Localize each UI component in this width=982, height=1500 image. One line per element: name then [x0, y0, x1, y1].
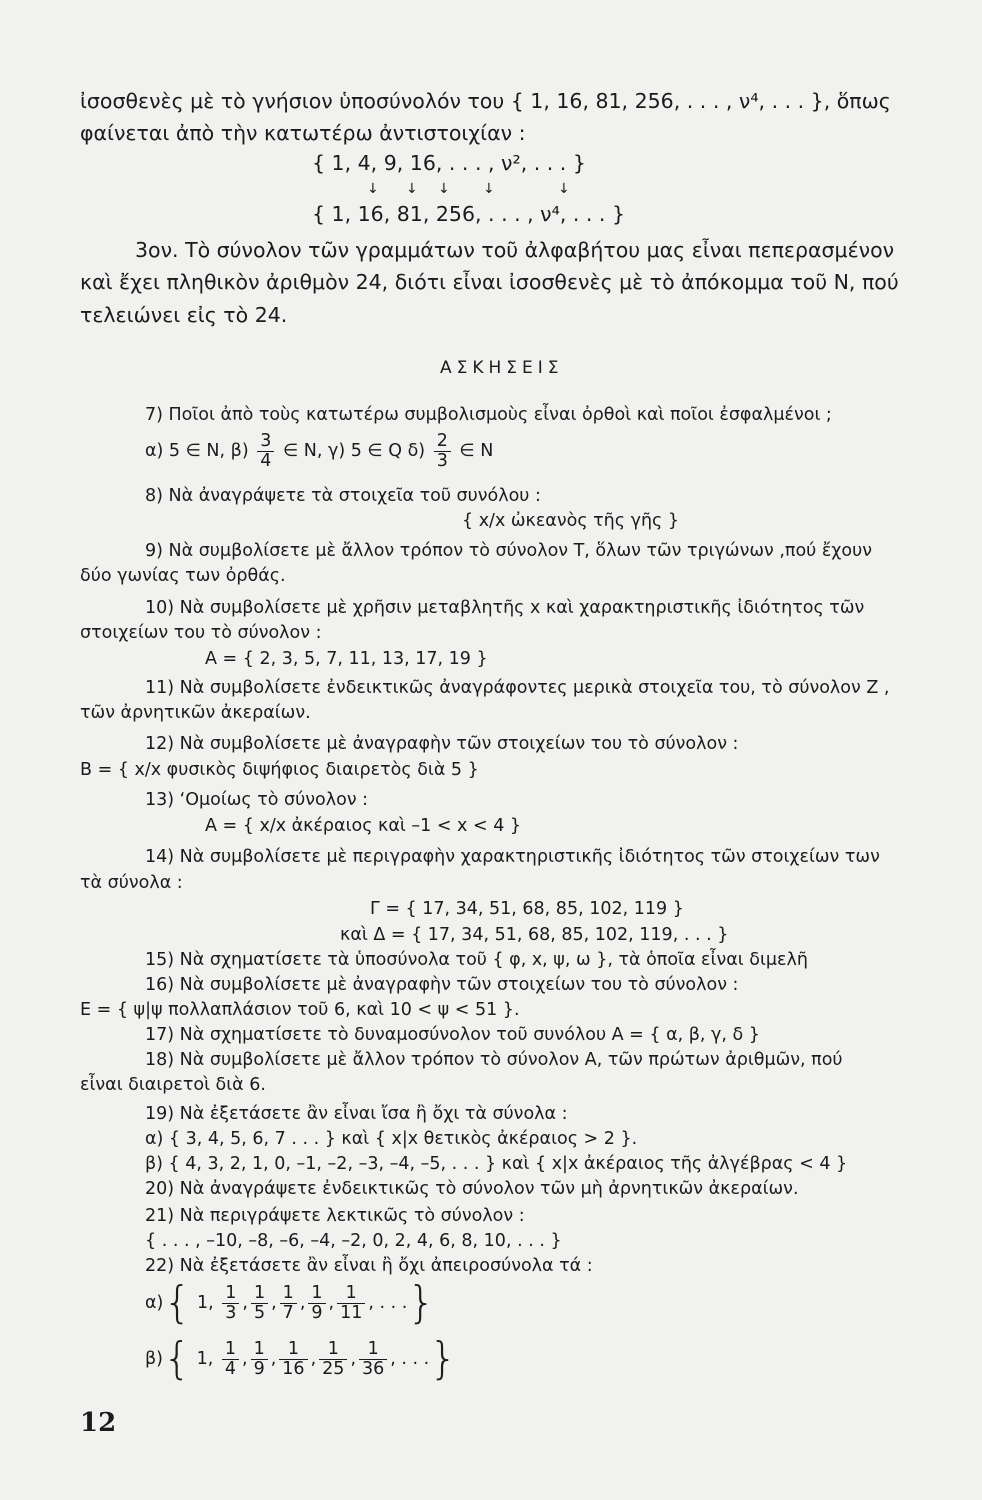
- exercise-11-line-2: τῶν ἀρνητικῶν ἀκεραίων.: [80, 703, 311, 723]
- exercise-13-line-2: A = { x/x ἀκέραιος καὶ –1 < x < 4 }: [205, 816, 522, 836]
- close-brace: }: [429, 1333, 458, 1384]
- open-brace: {: [163, 1333, 191, 1384]
- intro-line-2: φαίνεται ἀπὸ τὴν κατωτέρω ἀντιστοιχίαν :: [80, 121, 526, 145]
- exercise-18-line-1: 18) Νὰ συμβολίσετε μὲ ἄλλον τρόπον τὸ σύνολον A, τῶν πρώτων ἀριθμῶν, πού: [145, 1050, 843, 1070]
- fraction: $\frac{1}{3}$: [222, 1284, 239, 1323]
- exercise-14-line-1: 14) Νὰ συμβολίσετε μὲ περιγραφὴν χαρακτηριστικῆς ἰδιότητος τῶν στοιχείων των: [145, 847, 880, 867]
- exercise-11-line-1: 11) Νὰ συμβολίσετε ἐνδεικτικῶς ἀναγράφοντες μερικὰ στοιχεῖα του, τὸ σύνολον Z ,: [145, 678, 890, 698]
- fraction: $\frac{1}{36}$: [359, 1340, 387, 1379]
- exercise-19-line-1: 19) Νὰ ἐξετάσετε ἂν εἶναι ἴσα ἢ ὄχι τὰ σύνολα :: [145, 1104, 568, 1124]
- ex22-one: 1,: [196, 1349, 214, 1369]
- separator: ,: [299, 1293, 306, 1313]
- para3-line-2: καὶ ἔχει πληθικὸν ἀριθμὸν 24, διότι εἶναι ἰσοσθενὲς μὲ τὸ ἀπόκομμα τοῦ Ν, πού: [80, 270, 899, 294]
- separator: ,: [310, 1349, 317, 1369]
- exercise-17: 17) Νὰ σχηματίσετε τὸ δυναμοσύνολον τοῦ συνόλου A = { α, β, γ, δ }: [145, 1025, 760, 1045]
- ex7-d-rest: ∈ N: [459, 441, 494, 461]
- arrow-down-icon: ↓: [558, 181, 570, 197]
- arrow-down-icon: ↓: [438, 181, 450, 197]
- separator: ,: [242, 1293, 248, 1313]
- exercise-9-line-1: 9) Νὰ συμβολίσετε μὲ ἄλλον τρόπον τὸ σύνολον Τ, ὅλων τῶν τριγώνων ,πού ἔχουν: [145, 541, 873, 561]
- separator: ,: [270, 1349, 277, 1369]
- exercise-18-line-2: εἶναι διαιρετοὶ διὰ 6.: [80, 1075, 266, 1095]
- exercise-16-line-1: 16) Νὰ συμβολίσετε μὲ ἀναγραφὴν τῶν στοιχείων του τὸ σύνολον :: [145, 975, 739, 995]
- exercises-title: ΑΣΚΗΣΕΙΣ: [440, 358, 564, 378]
- separator: , . . .: [368, 1293, 408, 1313]
- open-brace: {: [163, 1277, 192, 1328]
- exercise-14-set-delta: καὶ Δ = { 17, 34, 51, 68, 85, 102, 119, . . . }: [340, 925, 729, 945]
- separator: ,: [271, 1293, 277, 1313]
- ex7-a: α) 5 ∈ N, β): [145, 441, 249, 461]
- exercise-12-line-1: 12) Νὰ συμβολίσετε μὲ ἀναγραφὴν τῶν στοιχείων του τὸ σύνολον :: [145, 734, 739, 754]
- exercise-19-a: α) { 3, 4, 5, 6, 7 . . . } καὶ { x|x θετικὸς ἀκέραιος > 2 }.: [145, 1129, 638, 1149]
- exercise-16-line-2: E = { ψ|ψ πολλαπλάσιον τοῦ 6, καὶ 10 < ψ < 51 }.: [80, 1000, 520, 1020]
- fraction: $\frac{2}{3}$: [434, 432, 451, 471]
- para3-line-1: 3ον. Τὸ σύνολον τῶν γραμμάτων τοῦ ἀλφαβήτου μας εἶναι πεπερασμένον: [135, 238, 895, 262]
- separator: ,: [350, 1349, 357, 1369]
- arrow-down-icon: ↓: [406, 181, 418, 197]
- exercise-12-line-2: B = { x/x φυσικὸς διψήφιος διαιρετὸς διὰ 5 }: [80, 760, 479, 780]
- ex22-b-label: β): [145, 1349, 163, 1369]
- exercise-7: 7) Ποῖοι ἀπὸ τοὺς κατωτέρω συμβολισμοὺς εἶναι ὀρθοὶ καὶ ποῖοι ἐσφαλμένοι ;: [145, 405, 832, 425]
- exercise-10-line-2: στοιχείων του τὸ σύνολον :: [80, 623, 322, 643]
- fraction: $\frac{1}{25}$: [319, 1340, 347, 1379]
- separator: ,: [242, 1349, 248, 1369]
- exercise-19-b: β) { 4, 3, 2, 1, 0, –1, –2, –3, –4, –5, . . . } καὶ { x|x ἀκέραιος τῆς ἀλγέβρας < 4 }: [145, 1154, 848, 1174]
- exercise-22-a: [145, 1277, 436, 1328]
- exercise-21-line-1: 21) Νὰ περιγράψετε λεκτικῶς τὸ σύνολον :: [145, 1206, 525, 1226]
- ex7-b-rest: ∈ N, γ) 5 ∈ Q δ): [282, 441, 426, 461]
- fraction: $\frac{1}{9}$: [251, 1340, 268, 1379]
- exercise-9-line-2: δύο γωνίας των ὀρθάς.: [80, 566, 286, 586]
- page-number: 12: [80, 1408, 117, 1438]
- exercise-14-set-gamma: Γ = { 17, 34, 51, 68, 85, 102, 119 }: [370, 899, 684, 919]
- arrow-down-icon: ↓: [367, 181, 379, 197]
- exercise-8-set: { x/x ὠκεανὸς τῆς γῆς }: [462, 511, 680, 531]
- intro-line-1: ἰσοσθενὲς μὲ τὸ γνήσιον ὑποσύνολόν του { 1, 16, 81, 256, . . . , ν⁴, . . . }, ὅπως: [80, 89, 891, 113]
- exercise-15: 15) Νὰ σχηματίσετε τὰ ὑποσύνολα τοῦ { φ, x, ψ, ω }, τὰ ὁποῖα εἶναι διμελῆ: [145, 950, 808, 970]
- fraction: $\frac{1}{7}$: [280, 1284, 297, 1323]
- ex22-one: 1,: [196, 1293, 214, 1313]
- exercise-14-line-2: τὰ σύνολα :: [80, 873, 183, 893]
- exercise-22-line-1: 22) Νὰ ἐξετάσετε ἂν εἶναι ἢ ὄχι ἀπειροσύνολα τά :: [145, 1256, 593, 1276]
- exercise-10-set: A = { 2, 3, 5, 7, 11, 13, 17, 19 }: [205, 649, 488, 669]
- para3-line-3: τελειώνει εἰς τὸ 24.: [80, 303, 288, 327]
- fraction: $\frac{3}{4}$: [257, 432, 274, 471]
- fraction: $\frac{1}{5}$: [251, 1284, 268, 1323]
- correspondence-set-bottom: { 1, 16, 81, 256, . . . , ν⁴, . . . }: [312, 202, 626, 226]
- ex22-a-label: α): [145, 1293, 164, 1313]
- fraction: $\frac{1}{16}$: [279, 1340, 307, 1379]
- exercise-7-options: [145, 430, 493, 472]
- fraction: $\frac{1}{9}$: [308, 1284, 325, 1323]
- exercise-10-line-1: 10) Νὰ συμβολίσετε μὲ χρῆσιν μεταβλητῆς x καὶ χαρακτηριστικῆς ἰδιότητος τῶν: [145, 598, 865, 618]
- fraction: $\frac{1}{11}$: [337, 1284, 365, 1323]
- exercise-22-b: [145, 1333, 458, 1384]
- exercise-13-line-1: 13) ‘Ομοίως τὸ σύνολον :: [145, 790, 369, 810]
- arrow-down-icon: ↓: [483, 181, 495, 197]
- fraction: $\frac{1}{4}$: [222, 1340, 239, 1379]
- separator: ,: [328, 1293, 335, 1313]
- close-brace: }: [407, 1277, 436, 1328]
- correspondence-set-top: { 1, 4, 9, 16, . . . , ν², . . . }: [312, 151, 586, 175]
- exercise-20: 20) Νὰ ἀναγράψετε ἐνδεικτικῶς τὸ σύνολον τῶν μὴ ἀρνητικῶν ἀκεραίων.: [145, 1179, 799, 1199]
- exercise-21-set: { . . . , –10, –8, –6, –4, –2, 0, 2, 4, 6, 8, 10, . . . }: [145, 1231, 562, 1251]
- exercise-8: 8) Νὰ ἀναγράψετε τὰ στοιχεῖα τοῦ συνόλου :: [145, 486, 541, 506]
- separator: , . . .: [390, 1349, 430, 1369]
